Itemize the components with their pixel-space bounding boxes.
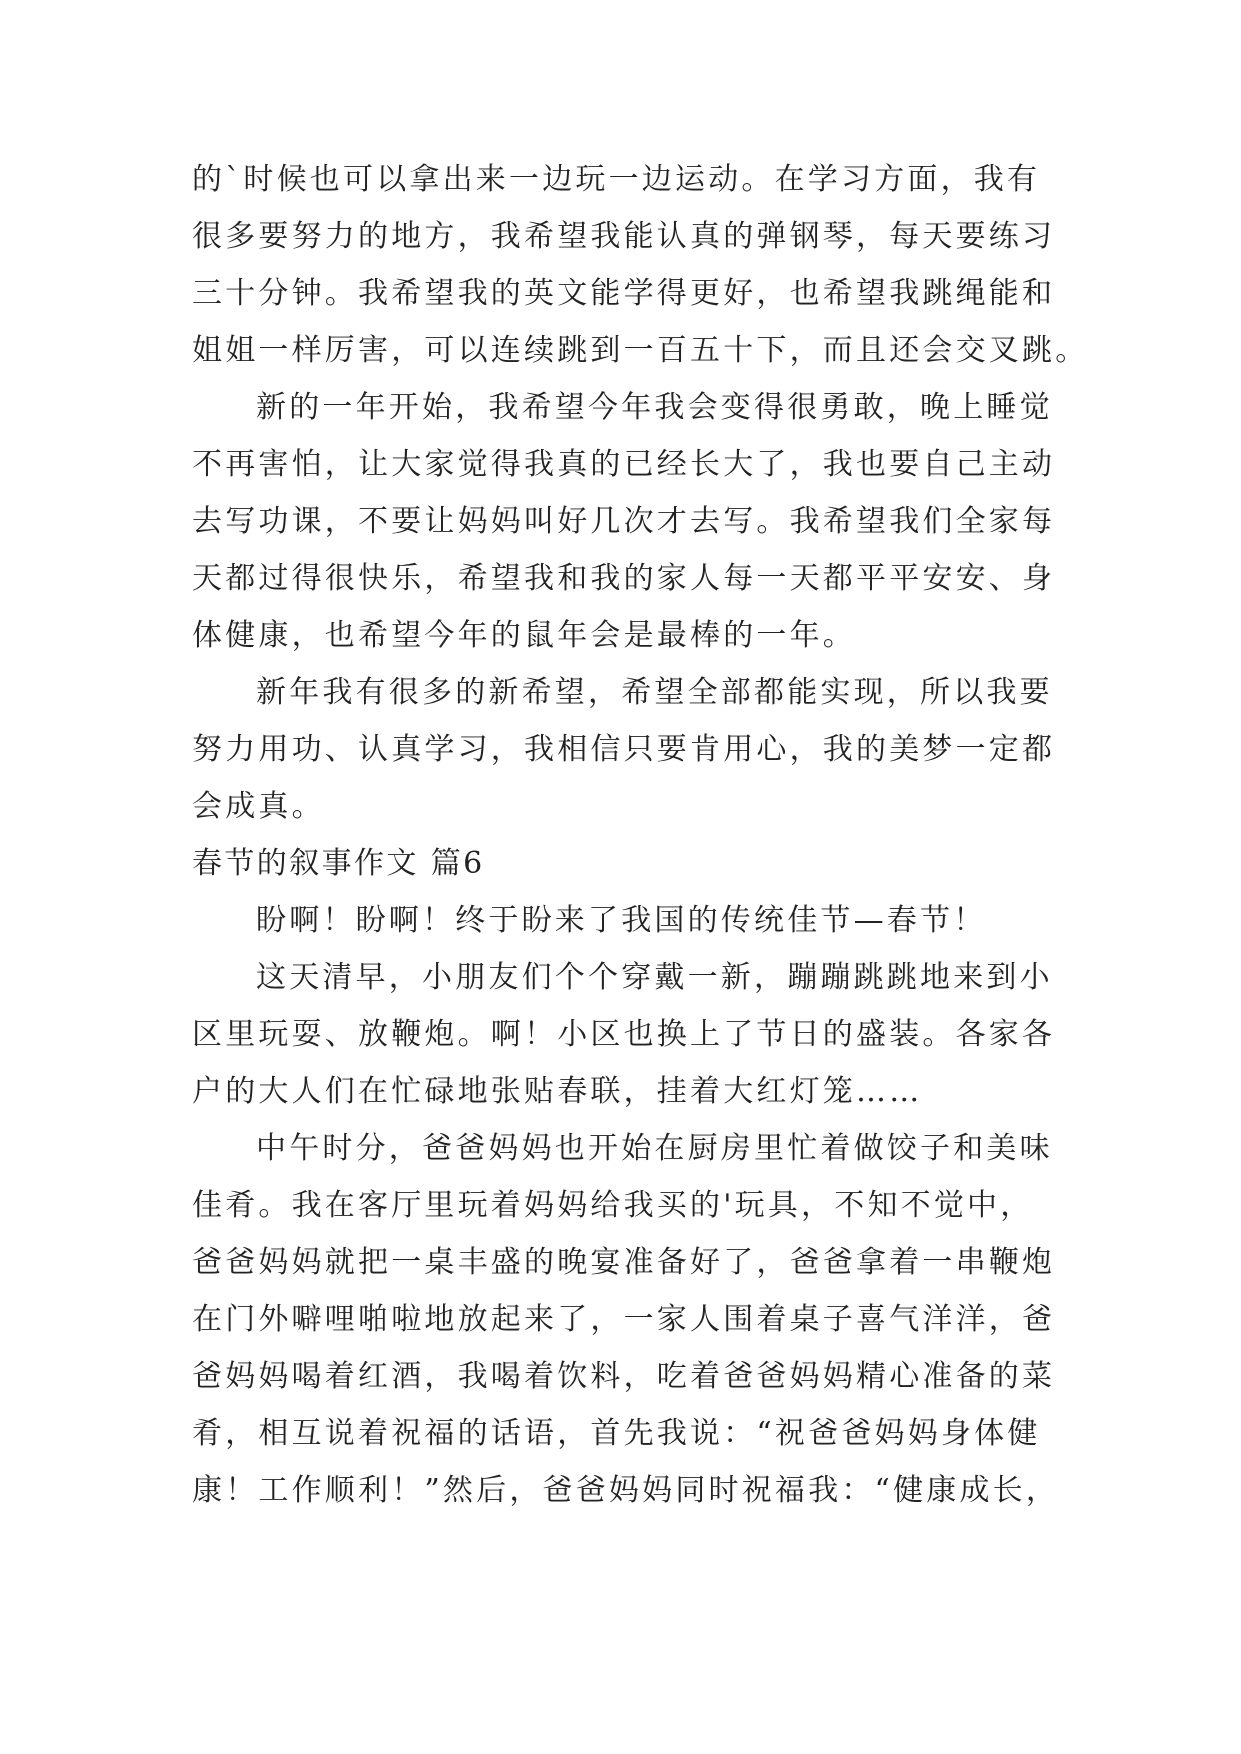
text-line: 肴，相互说着祝福的话语，首先我说：“祝爸爸妈妈身体健: [192, 1416, 1041, 1451]
text-line: 体健康，也希望今年的鼠年会是最棒的一年。: [192, 618, 856, 653]
text-line: 会成真。: [192, 789, 325, 824]
text-line: 天都过得很快乐，希望我和我的家人每一天都平平安安、身: [192, 561, 1056, 596]
paragraph-first-line: 新的一年开始，我希望今年我会变得很勇敢，晚上睡觉: [256, 390, 1053, 425]
text-line: 佳肴。我在客厅里玩着妈妈给我买的'玩具，不知不觉中，: [192, 1188, 1034, 1223]
text-line: 爸爸妈妈就把一桌丰盛的晚宴准备好了，爸爸拿着一串鞭炮: [192, 1245, 1056, 1280]
text-line: 户的大人们在忙碌地张贴春联，挂着大红灯笼……: [192, 1074, 923, 1109]
text-line: 不再害怕，让大家觉得我真的已经长大了，我也要自己主动: [192, 447, 1056, 482]
paragraph-first-line: 盼啊！盼啊！终于盼来了我国的传统佳节—春节！: [256, 903, 987, 938]
text-line: 的`时候也可以拿出来一边玩一边运动。在学习方面，我有: [192, 162, 1041, 197]
text-line: 区里玩耍、放鞭炮。啊！小区也换上了节日的盛装。各家各: [192, 1017, 1056, 1052]
text-line: 努力用功、认真学习，我相信只要肯用心，我的美梦一定都: [192, 732, 1056, 767]
paragraph-first-line: 新年我有很多的新希望，希望全部都能实现，所以我要: [256, 675, 1053, 710]
text-line: 姐姐一样厉害，可以连续跳到一百五十下，而且还会交叉跳。: [192, 333, 1089, 368]
text-line: 去写功课，不要让妈妈叫好几次才去写。我希望我们全家每: [192, 504, 1056, 539]
text-line: 爸妈妈喝着红酒，我喝着饮料，吃着爸爸妈妈精心准备的菜: [192, 1359, 1056, 1394]
text-line: 三十分钟。我希望我的英文能学得更好，也希望我跳绳能和: [192, 276, 1056, 311]
text-line: 很多要努力的地方，我希望我能认真的弹钢琴，每天要练习: [192, 219, 1056, 254]
paragraph-first-line: 这天清早，小朋友们个个穿戴一新，蹦蹦跳跳地来到小: [256, 960, 1053, 995]
paragraph-first-line: 中午时分，爸爸妈妈也开始在厨房里忙着做饺子和美味: [256, 1131, 1053, 1166]
text-line: 康！工作顺利！”然后，爸爸妈妈同时祝福我：“健康成长，: [192, 1473, 1060, 1508]
section-heading: 春节的叙事作文 篇6: [192, 846, 485, 881]
text-line: 在门外噼哩啪啦地放起来了，一家人围着桌子喜气洋洋，爸: [192, 1302, 1056, 1337]
